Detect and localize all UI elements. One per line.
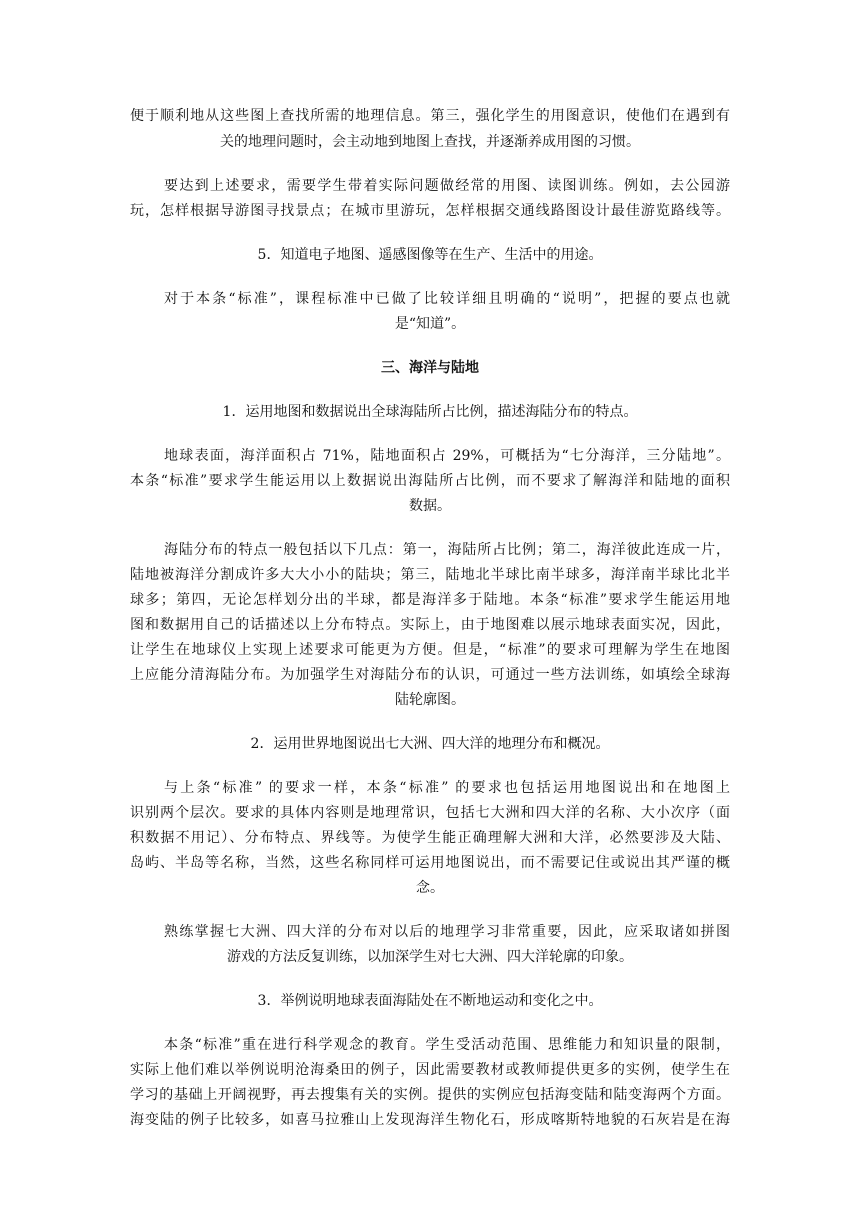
paragraph-line: 念。 <box>416 880 444 896</box>
paragraph-line: 海陆分布的特点一般包括以下几点：第一，海陆所占比例；第二，海洋彼此连成一片， <box>164 542 730 558</box>
paragraph-line: 识别两个层次。要求的具体内容则是地理常识，包括七大洲和四大洋的名称、大小次序（面 <box>130 805 730 821</box>
paragraph-line: 与上条“标准” 的要求一样，本条“标准” 的要求也包括运用地图说出和在地图上 <box>164 780 730 796</box>
paragraph-line: 熟练掌握七大洲、四大洋的分布对以后的地理学习非常重要，因此，应采取诸如拼图 <box>164 924 730 940</box>
paragraph-line: 海变陆的例子比较多，如喜马拉雅山上发现海洋生物化石，形成喀斯特地貌的石灰岩是在海 <box>130 1112 730 1128</box>
paragraph-line: 对于本条“标准”，课程标准中已做了比较详细且明确的“说明”，把握的要点也就 <box>164 291 730 307</box>
paragraph-line: 便于顺利地从这些图上查找所需的地理信息。第三，强化学生的用图意识，使他们在遇到有 <box>130 108 730 124</box>
paragraph-line: 玩，怎样根据导游图寻找景点；在城市里游玩，怎样根据交通线路图设计最佳游览路线等。 <box>130 203 730 219</box>
paragraph-line: 陆轮廓图。 <box>395 692 465 708</box>
list-item: 5．知道电子地图、遥感图像等在生产、生活中的用途。 <box>257 247 603 263</box>
paragraph-line: 地球表面，海洋面积占 71%，陆地面积占 29%，可概括为“七分海洋，三分陆地”。 <box>164 448 730 464</box>
list-item: 2．运用世界地图说出七大洲、四大洋的地理分布和概况。 <box>250 736 610 752</box>
paragraph-line: 关的地理问题时，会主动地到地图上查找，并逐渐养成用图的习惯。 <box>220 134 640 150</box>
list-item: 1．运用地图和数据说出全球海陆所占比例，描述海陆分布的特点。 <box>222 404 638 420</box>
section-heading: 三、海洋与陆地 <box>381 360 479 376</box>
paragraph-line: 是“知道”。 <box>394 316 466 332</box>
paragraph-line: 数据。 <box>409 498 451 514</box>
paragraph-line: 上应能分清海陆分布。为加强学生对海陆分布的认识，可通过一些方法训练，如填绘全球海 <box>130 667 730 683</box>
paragraph-line: 本条“标准”要求学生能运用以上数据说出海陆所占比例，而不要求了解海洋和陆地的面积 <box>130 473 730 489</box>
list-item: 3．举例说明地球表面海陆处在不断地运动和变化之中。 <box>257 993 603 1009</box>
paragraph-line: 岛屿、半岛等名称，当然，这些名称同样可运用地图说出，而不需要记住或说出其严谨的概 <box>130 855 730 871</box>
paragraph-line: 让学生在地球仪上实现上述要求可能更为方便。但是，“标准”的要求可理解为学生在地图 <box>130 642 730 658</box>
paragraph-line: 实际上他们难以举例说明沧海桑田的例子，因此需要教材或教师提供更多的实例，使学生在 <box>130 1062 730 1078</box>
paragraph-line: 游戏的方法反复训练，以加深学生对七大洲、四大洋轮廓的印象。 <box>227 949 633 965</box>
paragraph-line: 图和数据用自己的话描述以上分布特点。实际上，由于地图难以展示地球表面实况，因此， <box>130 617 730 633</box>
paragraph-line: 要达到上述要求，需要学生带着实际问题做经常的用图、读图训练。例如，去公园游 <box>164 178 730 194</box>
paragraph-line: 积数据不用记）、分布特点、界线等。为使学生能正确理解大洲和大洋，必然要涉及大陆、 <box>130 830 730 846</box>
paragraph-line: 球多；第四，无论怎样划分出的半球，都是海洋多于陆地。本条“标准”要求学生能运用地 <box>130 592 730 608</box>
paragraph-line: 学习的基础上开阔视野，再去搜集有关的实例。提供的实例应包括海变陆和陆变海两个方面。 <box>130 1087 730 1103</box>
paragraph-line: 陆地被海洋分割成许多大大小小的陆块；第三，陆地北半球比南半球多，海洋南半球比北半 <box>130 567 730 583</box>
paragraph-line: 本条“标准”重在进行科学观念的教育。学生受活动范围、思维能力和知识量的限制， <box>164 1037 730 1053</box>
